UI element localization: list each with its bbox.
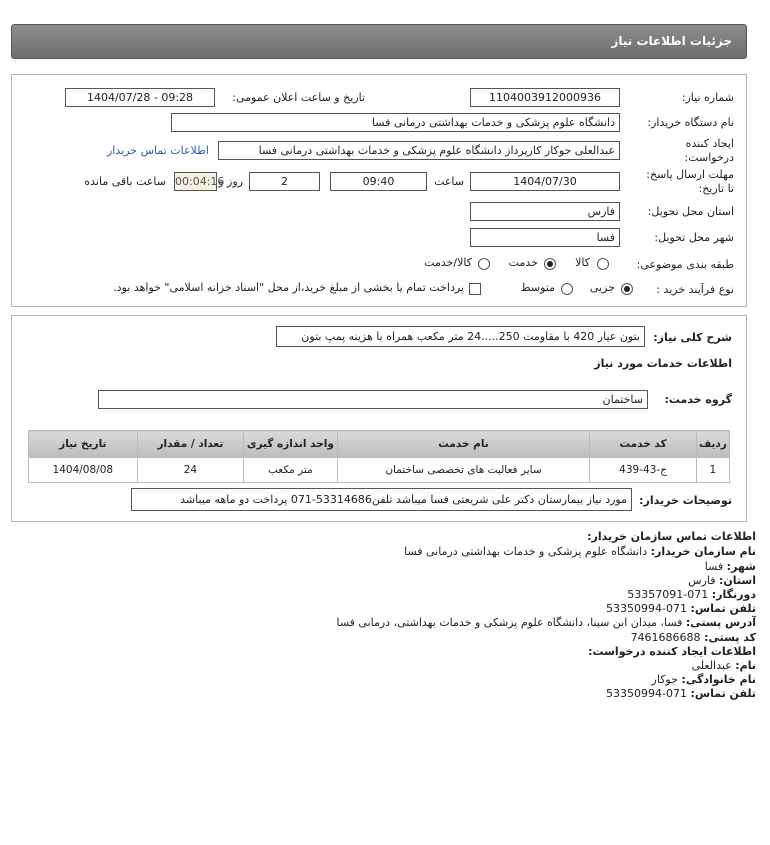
col-service-code: کد خدمت bbox=[590, 431, 696, 458]
org-address-label: آدرس پستی: bbox=[685, 616, 756, 629]
creator-first-line bbox=[692, 659, 756, 672]
process-option-minor: جزیی bbox=[589, 281, 615, 294]
cell-service-code: ج-43-439 bbox=[590, 458, 696, 483]
process-radio-medium[interactable] bbox=[561, 283, 573, 295]
deadline-date-field: 1404/07/30 bbox=[470, 172, 620, 191]
creator-phone: 071-53350994 bbox=[606, 687, 688, 700]
org-fax-line bbox=[627, 588, 756, 601]
page-header bbox=[11, 24, 747, 59]
days-label: روز و bbox=[218, 175, 243, 188]
creator-field: عبدالعلی جوکار کارپرداز دانشگاه علوم پزشکی و خدمات بهداشتی درمانی فسا bbox=[218, 141, 620, 160]
summary-field: بتون عیار 420 با مقاومت 250.....24 متر مکعب همراه با هزینه پمپ بتون bbox=[276, 326, 645, 347]
province-field: فارس bbox=[470, 202, 620, 221]
need-number-field: 1104003912000936 bbox=[470, 88, 620, 107]
service-group-label: گروه خدمت: bbox=[664, 393, 732, 406]
deadline-label: مهلت ارسال پاسخ: bbox=[646, 168, 734, 181]
city-label: شهر محل تحویل: bbox=[654, 231, 734, 244]
buyer-org-label: نام دستگاه خریدار: bbox=[647, 116, 734, 129]
creator-label-2: درخواست: bbox=[684, 151, 734, 164]
org-postal: 7461686688 bbox=[630, 631, 701, 644]
cell-quantity: 24 bbox=[137, 458, 243, 483]
org-contact-title: اطلاعات تماس سازمان خریدار: bbox=[587, 530, 756, 543]
org-phone: 071-53350994 bbox=[606, 602, 688, 615]
service-group-field: ساختمان bbox=[98, 390, 648, 409]
page-title: جزئیات اطلاعات نیاز bbox=[611, 34, 732, 48]
need-number-label: شماره نیاز: bbox=[681, 91, 734, 104]
creator-phone-label: تلفن تماس: bbox=[690, 687, 756, 700]
buyer-contact-link[interactable]: اطلاعات تماس خریدار bbox=[107, 144, 209, 157]
creator-label: ایجاد کننده bbox=[685, 137, 734, 150]
category-radio-goods-service[interactable] bbox=[478, 258, 490, 270]
process-option-medium: متوسط bbox=[520, 281, 555, 294]
category-option-service: خدمت bbox=[508, 256, 538, 269]
remaining-label: ساعت باقی مانده bbox=[84, 175, 166, 188]
org-phone-line bbox=[606, 602, 756, 615]
category-option-goods-service: کالا/خدمت bbox=[424, 256, 472, 269]
creator-first: عبدالعلی bbox=[691, 659, 732, 672]
org-province: فارس bbox=[688, 574, 716, 587]
org-address: فسا، میدان ابن سینا، دانشگاه علوم پزشکی و خدمات بهداشتی، درمانی فسا bbox=[336, 616, 683, 629]
org-province-line bbox=[688, 574, 756, 587]
buyer-notes-label: توضیحات خریدار: bbox=[639, 494, 732, 507]
cell-row: 1 bbox=[696, 458, 729, 483]
table-row bbox=[29, 458, 730, 483]
org-postal-label: کد پستی: bbox=[704, 631, 756, 644]
org-name-line bbox=[404, 545, 756, 558]
services-table-header bbox=[29, 431, 730, 458]
deadline-time-field: 09:40 bbox=[330, 172, 427, 191]
creator-first-label: نام: bbox=[735, 659, 756, 672]
org-name-label: نام سازمان خریدار: bbox=[650, 545, 756, 558]
org-fax-label: دورنگار: bbox=[711, 588, 756, 601]
summary-label: شرح کلی نیاز: bbox=[653, 331, 732, 344]
category-option-goods: کالا bbox=[575, 256, 590, 269]
col-quantity: تعداد / مقدار bbox=[137, 431, 243, 458]
treasury-payment-checkbox[interactable] bbox=[469, 283, 481, 295]
cell-service-name: سایر فعالیت های تخصصی ساختمان bbox=[337, 458, 590, 483]
org-city: فسا bbox=[704, 560, 724, 573]
col-need-date: تاریخ نیاز bbox=[29, 431, 138, 458]
announce-field: 1404/07/28 - 09:28 bbox=[65, 88, 215, 107]
cell-unit: متر مکعب bbox=[244, 458, 338, 483]
org-fax: 071-53357091 bbox=[627, 588, 709, 601]
buyer-org-field: دانشگاه علوم پزشکی و خدمات بهداشتی درمانی فسا bbox=[171, 113, 620, 132]
org-address-line bbox=[336, 616, 756, 629]
org-postal-line bbox=[631, 631, 756, 644]
col-unit: واحد اندازه گیری bbox=[244, 431, 338, 458]
creator-phone-line bbox=[606, 687, 756, 700]
org-name: دانشگاه علوم پزشکی و خدمات بهداشتی درمانی فسا bbox=[404, 545, 648, 558]
city-field: فسا bbox=[470, 228, 620, 247]
deadline-label-2: تا تاریخ: bbox=[698, 182, 734, 195]
col-row: ردیف bbox=[696, 431, 729, 458]
org-city-line bbox=[705, 560, 756, 573]
org-phone-label: تلفن تماس: bbox=[690, 602, 756, 615]
process-label: نوع فرآیند خرید : bbox=[656, 283, 734, 296]
creator-last-label: نام خانوادگی: bbox=[681, 673, 756, 686]
creator-last-line bbox=[652, 673, 756, 686]
days-field: 2 bbox=[249, 172, 320, 191]
province-label: استان محل تحویل: bbox=[647, 205, 734, 218]
remaining-timer: 00:04:16 bbox=[174, 172, 217, 191]
payment-note: پرداخت تمام یا بخشی از مبلغ خرید،از محل "اسناد خزانه اسلامی" خواهد بود. bbox=[113, 281, 464, 294]
services-title: اطلاعات خدمات مورد نیاز bbox=[594, 357, 732, 370]
category-radio-service[interactable] bbox=[544, 258, 556, 270]
creator-last: جوکار bbox=[651, 673, 678, 686]
time-label: ساعت bbox=[434, 175, 464, 188]
buyer-notes-field: مورد نیاز بیمارستان دکتر علی شریعتی فسا میباشد تلفن53314686-071 پرداخت دو ماهه میباشد bbox=[131, 488, 632, 511]
org-province-label: استان: bbox=[719, 574, 756, 587]
category-label: طبقه بندی موضوعی: bbox=[636, 258, 734, 271]
org-city-label: شهر: bbox=[726, 560, 756, 573]
announce-label: تاریخ و ساعت اعلان عمومی: bbox=[232, 91, 365, 104]
process-radio-minor[interactable] bbox=[621, 283, 633, 295]
creator-contact-title: اطلاعات ایجاد کننده درخواست: bbox=[588, 645, 756, 658]
cell-need-date: 1404/08/08 bbox=[29, 458, 138, 483]
col-service-name: نام خدمت bbox=[337, 431, 590, 458]
services-table bbox=[28, 430, 730, 483]
category-radio-goods[interactable] bbox=[597, 258, 609, 270]
